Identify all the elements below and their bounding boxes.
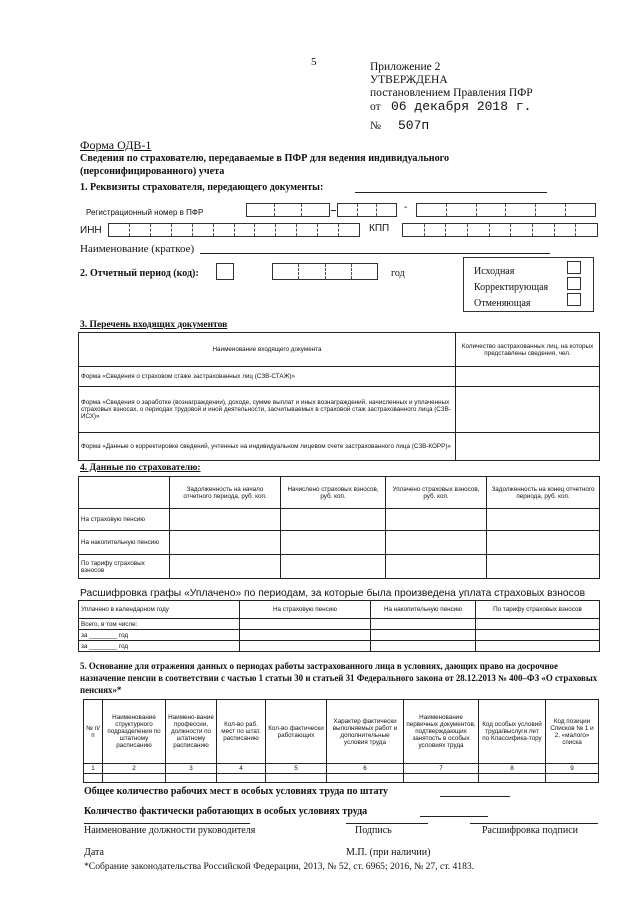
section5-heading: 5. Основание для отражения данных о периодах работы застрахованного лица в условиях, дающих право на досрочное назначение пенсии в соответствии с частью 1 статьи 30 и статьей 31 Федерального закона от 28.12.2013 № 400–ФЗ «О страховых пенсиях»* <box>80 661 598 695</box>
cell-funded-accrued[interactable] <box>281 531 386 555</box>
checkbox-original[interactable] <box>567 261 581 274</box>
sc-num-4: 4 <box>217 764 266 774</box>
doc-row-szv-korr: Форма «Данные о корректировке сведений, учтенных на индивидуальном лицевом счете застрахованного лица (СЗВ-КОРР)» <box>79 433 456 461</box>
reg-dash2: - <box>404 202 408 213</box>
approval-num-label: № <box>370 120 381 132</box>
sc-num-9: 9 <box>546 764 599 774</box>
sc-cell-7[interactable] <box>404 774 479 783</box>
sc-col-workers: Кол-во фактически работающих <box>266 700 327 764</box>
footnote: *Собрание законодательства Российской Федерации, 2013, № 52, ст. 6965; 2016, № 27, ст. 4183. <box>84 861 475 872</box>
doc-row-szv-stazh: Форма «Сведения о страховом стаже застрахованных лиц (СЗВ-СТАЖ)» <box>79 367 456 387</box>
breakdown-col-insurance: На страховую пенсию <box>240 601 371 619</box>
sc-num-2: 2 <box>103 764 166 774</box>
sc-cell-8[interactable] <box>479 774 546 783</box>
sc-num-8: 8 <box>479 764 546 774</box>
section1-heading-line <box>355 192 547 193</box>
year-field[interactable] <box>272 263 378 280</box>
inn-label: ИНН <box>80 225 102 236</box>
sc-num-3: 3 <box>166 764 217 774</box>
sc-col-department: Наименование структурного подразделения по штатному расписанию <box>103 700 166 764</box>
cell-total-insurance[interactable] <box>240 619 371 630</box>
stamp-label: М.П. (при наличии) <box>346 847 431 858</box>
insurer-col-debt-end: Задолженность на конец отчетного периода, руб. коп. <box>487 477 600 509</box>
appendix-label: Приложение 2 <box>370 61 441 73</box>
doc-col-count: Количество застрахованных лиц, на которых представлены сведения, чел. <box>456 333 600 367</box>
sc-col-work-nature: Характер фактически выполняемых работ и дополнительные условия труда <box>327 700 404 764</box>
insurer-row-funded: На накопительную пенсию <box>79 531 170 555</box>
cell-funded-debt-end[interactable] <box>487 531 600 555</box>
form-title <box>80 152 520 178</box>
insurer-col-debt-start: Задолженность на начало отчетного периода, руб. коп. <box>170 477 281 509</box>
report-type-cancelling: Отменяющая <box>474 298 531 309</box>
section1-heading: 1. Реквизиты страхователя, передающего документы: <box>80 182 324 193</box>
section3-heading: 3. Перечень входящих документов <box>80 320 228 330</box>
breakdown-row-year2: за ________ год <box>79 641 240 652</box>
breakdown-col-tariff: По тарифу страховых взносов <box>476 601 600 619</box>
cell-tariff-accrued[interactable] <box>281 555 386 579</box>
reg-dash1 <box>331 210 336 211</box>
breakdown-col-funded: На накопительную пенсию <box>371 601 476 619</box>
sc-col-documents: Наименование первичных документов, подтверждающих занятость в особых условиях труда <box>404 700 479 764</box>
sc-cell-3[interactable] <box>166 774 217 783</box>
sc-cell-5[interactable] <box>266 774 327 783</box>
approval-from: от <box>370 101 381 113</box>
insurer-header-empty <box>79 477 170 509</box>
doc-count-szv-korr[interactable] <box>456 433 600 461</box>
total-places-label: Общее количество рабочих мест в особых условиях труда по штату <box>84 786 389 797</box>
cell-insurance-paid[interactable] <box>386 509 487 531</box>
cell-tariff-debt-end[interactable] <box>487 555 600 579</box>
reg-number-label: Регистрационный номер в ПФР <box>86 208 204 217</box>
doc-count-szv-stazh[interactable] <box>456 367 600 387</box>
sc-cell-2[interactable] <box>103 774 166 783</box>
breakdown-col-year: Уплачено в календарном году <box>79 601 240 619</box>
breakdown-table <box>78 600 600 652</box>
sc-num-5: 5 <box>266 764 327 774</box>
head-position-label: Наименование должности руководителя <box>84 825 256 836</box>
insurer-data-table <box>78 476 600 579</box>
report-type-corrective: Корректирующая <box>474 282 549 293</box>
insurer-col-paid: Уплачено страховых взносов, руб. коп. <box>386 477 487 509</box>
short-name-label: Наименование (краткое) <box>80 243 195 255</box>
signature-decode-label: Расшифровка подписи <box>482 825 578 836</box>
cell-year1-tariff[interactable] <box>476 630 600 641</box>
section4-heading: 4. Данные по страхователю: <box>80 463 201 473</box>
cell-funded-debt-start[interactable] <box>170 531 281 555</box>
approval-block <box>370 61 533 100</box>
doc-col-name: Наименование входящего документа <box>79 333 456 367</box>
total-places-line[interactable] <box>440 796 510 797</box>
sc-cell-4[interactable] <box>217 774 266 783</box>
form-title-line1: Сведения по страхователю, передаваемые в ПФР для ведения индивидуального <box>80 153 450 164</box>
actual-workers-line[interactable] <box>420 816 488 817</box>
report-type-list <box>474 264 548 312</box>
sc-col-list-code: Код позиции Списков № 1 и 2, «малого» списка <box>546 700 599 764</box>
sc-num-1: 1 <box>84 764 103 774</box>
cell-tariff-debt-start[interactable] <box>170 555 281 579</box>
sc-num-6: 6 <box>327 764 404 774</box>
approved-label: УТВЕРЖДЕНА <box>370 74 448 86</box>
inn-field[interactable] <box>108 223 360 237</box>
cell-funded-paid[interactable] <box>386 531 487 555</box>
sc-col-num: № п/п <box>84 700 103 764</box>
checkbox-cancelling[interactable] <box>567 293 581 306</box>
reg-number-part1[interactable] <box>246 203 330 217</box>
page-number: 5 <box>311 56 317 68</box>
short-name-line[interactable] <box>200 253 550 254</box>
actual-workers-label: Количество фактически работающих в особых условиях труда <box>84 806 368 817</box>
breakdown-row-year1: за ________ год <box>79 630 240 641</box>
form-title-line2: (персонифицированного) учета <box>80 166 225 177</box>
documents-table <box>78 332 600 461</box>
reg-number-part2[interactable] <box>337 203 397 217</box>
breakdown-heading: Расшифровка графы «Уплачено» по периодам, за которые была произведена уплата страховых взносов <box>80 588 586 599</box>
cell-insurance-debt-end[interactable] <box>487 509 600 531</box>
reg-number-part3[interactable] <box>416 203 596 217</box>
sc-cell-9[interactable] <box>546 774 599 783</box>
cell-insurance-accrued[interactable] <box>281 509 386 531</box>
cell-year2-tariff[interactable] <box>476 641 600 652</box>
cell-insurance-debt-start[interactable] <box>170 509 281 531</box>
sc-cell-1[interactable] <box>84 774 103 783</box>
signature-label: Подпись <box>355 825 392 836</box>
year-label: год <box>391 268 405 279</box>
doc-count-szv-ish[interactable] <box>456 387 600 433</box>
cell-total-funded[interactable] <box>371 619 476 630</box>
section2-heading: 2. Отчетный период (код): <box>80 268 199 279</box>
cell-year2-funded[interactable] <box>371 641 476 652</box>
form-name: Форма ОДВ-1 <box>80 138 152 152</box>
insurer-row-tariff: По тарифу страховых взносов <box>79 555 170 579</box>
doc-row-szv-ish: Форма «Сведения о заработке (вознаграждении), доходе, сумме выплат и иных вознаграждений, начисленных и уплаченных страховых взносах, о периодах трудовой и иной деятельности, засчитываемых в страховой стаж застрахованного лица (СЗВ-ИСХ)» <box>79 387 456 433</box>
cell-year2-insurance[interactable] <box>240 641 371 652</box>
resolution-label: постановлением Правления ПФР <box>370 87 533 99</box>
insurer-col-accrued: Начислено страховых взносов, руб. коп. <box>281 477 386 509</box>
sc-col-places: Кол-во раб. мест по штат. расписанию <box>217 700 266 764</box>
report-type-original: Исходная <box>474 266 515 277</box>
signature-line[interactable] <box>346 823 428 824</box>
sc-col-position: Наимено-вание профессии, должности по штатному расписанию <box>166 700 217 764</box>
special-conditions-table <box>83 699 599 783</box>
sc-col-condition-code: Код особых условий труда/выслуги лет по Классифика-тору <box>479 700 546 764</box>
insurer-row-insurance: На страховую пенсию <box>79 509 170 531</box>
breakdown-row-total: Всего, в том числе: <box>79 619 240 630</box>
sc-cell-6[interactable] <box>327 774 404 783</box>
kpp-label: КПП <box>369 223 390 234</box>
period-code-field[interactable] <box>216 263 234 280</box>
checkbox-corrective[interactable] <box>567 277 581 290</box>
kpp-field[interactable] <box>402 223 598 237</box>
approval-date: 06 декабря 2018 г. <box>391 99 532 114</box>
approval-number: 507п <box>398 118 430 133</box>
cell-year1-funded[interactable] <box>371 630 476 641</box>
cell-tariff-paid[interactable] <box>386 555 487 579</box>
cell-year1-insurance[interactable] <box>240 630 371 641</box>
cell-total-tariff[interactable] <box>476 619 600 630</box>
date-label: Дата <box>84 847 104 858</box>
head-position-line[interactable] <box>84 823 250 824</box>
sc-num-7: 7 <box>404 764 479 774</box>
signature-decode-line[interactable] <box>470 823 598 824</box>
